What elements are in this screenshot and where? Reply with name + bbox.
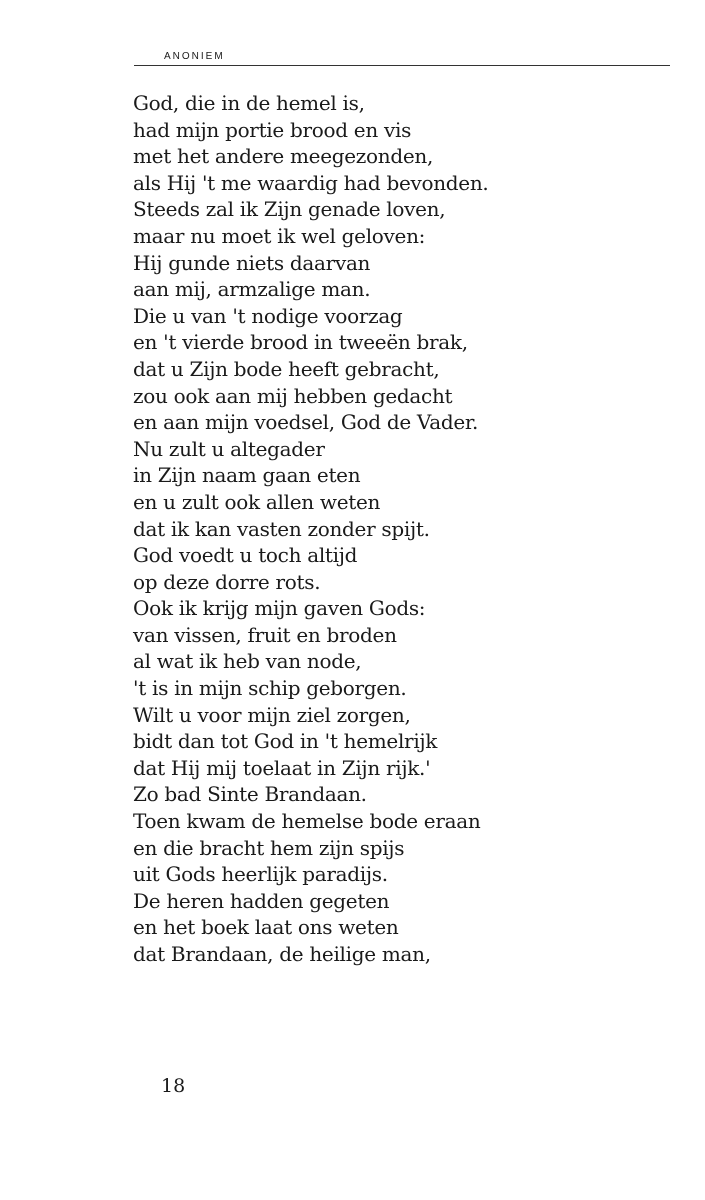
poem-line: op deze dorre rots.: [133, 569, 321, 594]
poem-line: als Hij 't me waardig had bevonden.: [133, 170, 489, 195]
running-header: [134, 48, 670, 68]
poem-line: God, die in de hemel is,: [133, 91, 365, 115]
page-number: 18: [161, 1075, 186, 1097]
poem-line: Wilt u voor mijn ziel zorgen,: [133, 702, 411, 727]
poem-line: en 't vierde brood in tweeën brak,: [133, 330, 468, 355]
poem-line: dat ik kan vasten zonder spijt.: [133, 516, 430, 541]
poem-text: [133, 90, 693, 968]
poem-line: in Zijn naam gaan eten: [133, 463, 361, 488]
poem-line: uit Gods heerlijk paradijs.: [133, 862, 388, 887]
poem-line: en aan mijn voedsel, God de Vader.: [133, 410, 479, 435]
header-rule: [134, 65, 670, 66]
poem-line: Nu zult u altegader: [133, 436, 325, 461]
poem-line: De heren hadden gegeten: [133, 888, 390, 913]
poem-line: en het boek laat ons weten: [133, 915, 399, 940]
poem-line: Die u van 't nodige voorzag: [133, 303, 403, 328]
poem-line: en die bracht hem zijn spijs: [133, 835, 405, 860]
poem-line: dat u Zijn bode heeft gebracht,: [133, 356, 440, 381]
poem-line: Steeds zal ik Zijn genade loven,: [133, 197, 446, 222]
poem-line: Zo bad Sinte Brandaan.: [133, 782, 367, 807]
poem-line: God voedt u toch altijd: [133, 543, 358, 568]
poem-line: en u zult ook allen weten: [133, 489, 381, 514]
poem-line: dat Hij mij toelaat in Zijn rijk.': [133, 755, 431, 780]
poem-line: met het andere meegezonden,: [133, 144, 434, 169]
poem-line: had mijn portie brood en vis: [133, 117, 412, 142]
poem-line: al wat ik heb van node,: [133, 649, 362, 674]
poem-line: dat Brandaan, de heilige man,: [133, 942, 431, 966]
running-header-author: ANONIEM: [164, 51, 225, 62]
poem-line: zou ook aan mij hebben gedacht: [133, 383, 453, 408]
poem-line: bidt dan tot God in 't hemelrijk: [133, 729, 438, 754]
poem-line: Toen kwam de hemelse bode eraan: [133, 809, 481, 834]
poem-line: Ook ik krijg mijn gaven Gods:: [133, 596, 426, 621]
poem-line: 't is in mijn schip geborgen.: [133, 676, 407, 701]
poem-line: aan mij, armzalige man.: [133, 277, 371, 302]
poem-line: maar nu moet ik wel geloven:: [133, 223, 426, 248]
poem-line: Hij gunde niets daarvan: [133, 250, 371, 275]
poem-line: van vissen, fruit en broden: [133, 622, 397, 647]
